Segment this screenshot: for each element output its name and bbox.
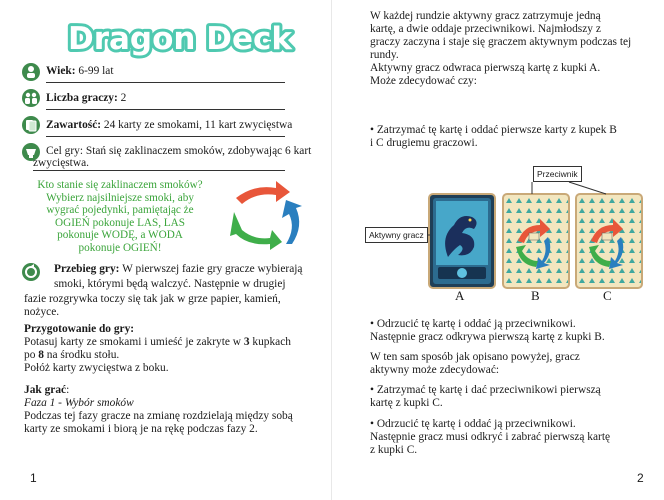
players-icon [21,88,41,108]
intro-line: Wybierz najsilniejsze smoki, aby [46,191,194,204]
players-value: 2 [117,92,127,104]
preparation-line-1: Potasuj karty ze smokami i umieść je zakryte w 3 kupkach [24,336,291,348]
progress-row-1 [54,263,302,276]
game-title-text: Dragon Deck [67,21,293,57]
card-letter-c: C [603,288,612,303]
how-line-2: karty ze smokami i biorą je na rękę podczas fazy 2. [24,423,258,435]
age-icon [21,62,41,82]
contents-row [46,119,292,132]
intro-line-3: graczy zaczyna i staje się graczem aktywnym podczas tej [370,36,632,48]
bullet-4-line-2: Następnie gracz musi odkryć i zabrać pierwszą kartę [370,431,611,443]
card-letter-b: B [531,288,540,303]
contents-value: 24 karty ze smokami, 11 kart zwycięstwa [101,119,293,131]
rule-line [33,170,285,171]
goal-line-1: Cel gry: Stań się zaklinaczem smoków, zdobywając 6 kart [46,145,312,157]
players-row [46,92,126,105]
opponent-label: Przeciwnik [533,166,582,182]
phase-1-heading: Faza 1 - Wybór smoków [24,397,134,409]
intro-line-4: rundy. [370,49,399,61]
middle-line-1: W ten sam sposób jak opisano powyżej, gracz [370,351,580,363]
middle-line-2: aktywny może zdecydować: [370,364,500,376]
card-letter-a: A [455,288,465,303]
intro-line-2: kartę, a dwie oddaje przeciwnikowi. Najmłodszy z [370,23,601,35]
preparation-line-3: Połóż karty zwycięstwa z boku. [24,362,169,374]
how-line-1: Podczas tej fazy gracze na zmianę rozdzielają między sobą [24,410,293,422]
progress-line-1: W pierwszej fazie gry gracze wybierają [119,263,303,275]
contents-icon [21,115,41,135]
elements-cycle-arrows [226,178,308,250]
bullet-1-line-2: i C drugiemu graczowi. [370,137,478,149]
game-title [67,14,293,58]
forest-arrow-icon [230,212,282,250]
preparation-line-2: po 8 na środku stołu. [24,349,120,361]
intro-line-5: Aktywny gracz odwraca pierwszą kartę z kupki A. [370,62,601,74]
progress-line-4: nożyce. [24,306,60,318]
age-label: Wiek: [46,65,76,77]
how-heading: Jak grać: [24,384,70,396]
water-arrow-icon [282,200,302,244]
intro-line: Kto stanie się zaklinaczem smoków? [37,179,203,191]
intro-line: pokonuje WODĘ, a WODA [57,229,183,242]
progress-icon [21,262,41,282]
goal-line-2: zwycięstwa. [33,157,89,169]
players-label: Liczba graczy: [46,92,118,104]
bullet-3-line-2: kartę z kupki C. [370,397,443,409]
label-connectors [360,160,660,260]
bullet-3-line-1: • Zatrzymać tę kartę i dać przeciwnikowi pierwszą [370,384,601,396]
progress-line-2: smoki, którymi będą walczyć. Następnie w drugiej [54,278,286,290]
rule-line [46,136,285,137]
page-divider [331,0,332,500]
rule-line [46,82,285,83]
page-number-right: 2 [637,471,644,485]
rule-line [46,109,285,110]
intro-line-6: Może zdecydować czy: [370,75,477,87]
intro-line: OGIEŃ pokonuje LAS, LAS [55,216,185,229]
intro-line: wygrać pojedynki, pamiętając że [46,204,194,217]
bullet-4-line-3: z kupki C. [370,444,418,456]
preparation-heading: Przygotowanie do gry: [24,323,135,335]
intro-line-1: W każdej rundzie aktywny gracz zatrzymuje jedną [370,10,601,22]
age-row [46,65,114,78]
progress-line-3: fazie rozgrywka toczy się tak jak w grze papier, kamień, [24,293,281,305]
bullet-4-line-1: • Odrzucić tę kartę i oddać ją przeciwnikowi. [370,418,576,430]
intro-line: pokonuje OGIEŃ! [78,241,162,254]
bullet-1-line-1: • Zatrzymać tę kartę i oddać pierwsze karty z kupek B [370,124,617,136]
fire-arrow-icon [236,181,290,204]
bullet-2-line-1: • Odrzucić tę kartę i oddać ją przeciwnikowi. [370,318,576,330]
active-player-label: Aktywny gracz [365,227,428,243]
progress-label: Przebieg gry: [54,263,120,275]
page-number-left: 1 [30,471,37,485]
elements-intro [26,179,214,255]
age-value: 6-99 lat [75,65,114,77]
bullet-2-line-2: Następnie gracz odkrywa pierwszą kartę z kupki B. [370,331,605,343]
contents-label: Zawartość: [46,119,102,131]
